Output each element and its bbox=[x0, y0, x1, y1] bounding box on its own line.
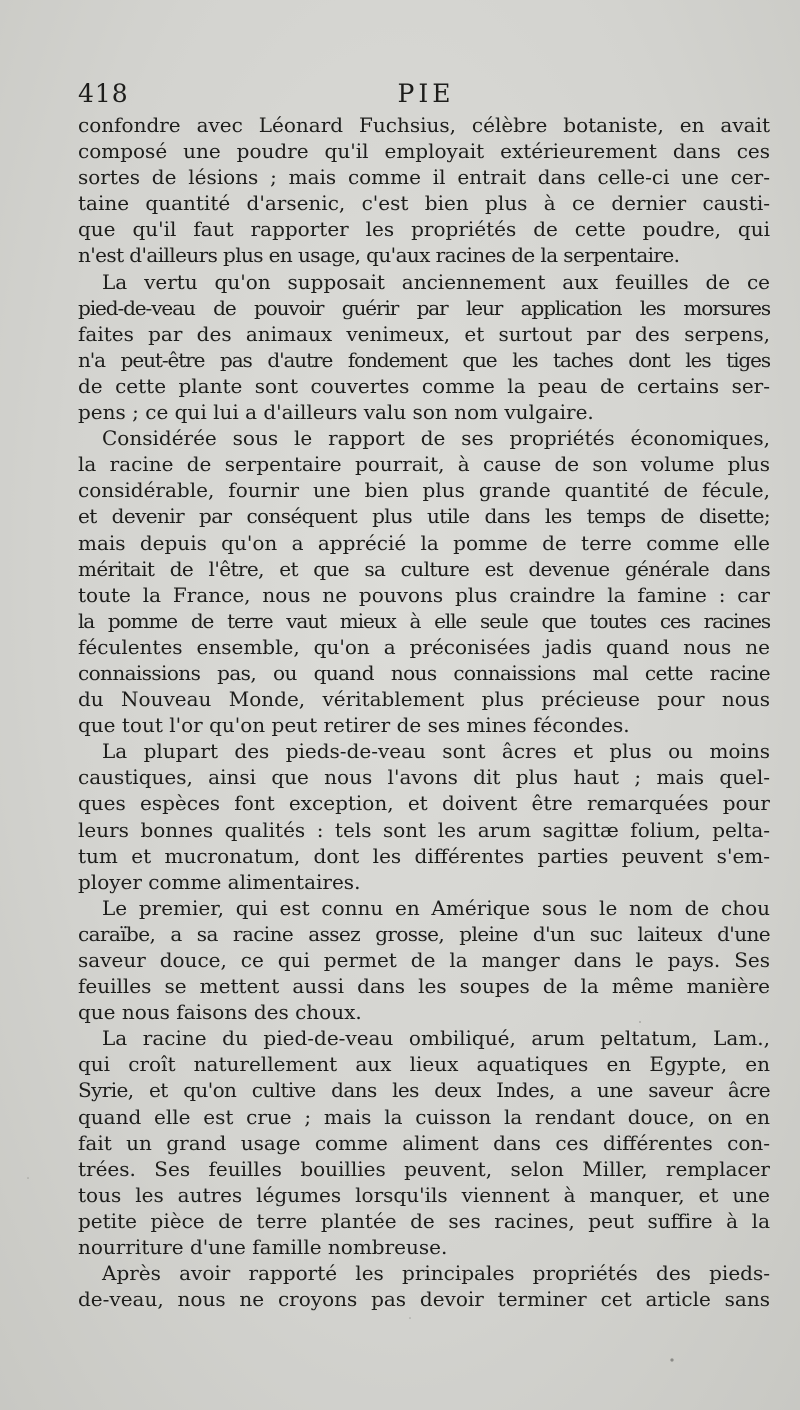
text-line: caraïbe, a sa racine assez grosse, pleine d'un suc laiteux d'une bbox=[78, 921, 770, 946]
running-head: PIE bbox=[397, 79, 455, 108]
paper-speck bbox=[409, 1317, 411, 1319]
paragraph-first-line: La racine du pied-de-veau ombiliqué, arum peltatum, Lam., bbox=[102, 1026, 770, 1051]
text-line: pens ; ce qui lui a d'ailleurs valu son nom vulgaire. bbox=[78, 400, 594, 425]
text-line: toute la France, nous ne pouvons plus craindre la famine : car bbox=[78, 582, 770, 607]
text-line: quand elle est crue ; mais la cuisson la rendant douce, on en bbox=[78, 1104, 770, 1129]
paragraph-first-line: La vertu qu'on supposait anciennement aux feuilles de ce bbox=[102, 269, 770, 294]
text-line: faites par des animaux venimeux, et surtout par des serpens, bbox=[78, 321, 770, 346]
text-line: feuilles se mettent aussi dans les soupes de la même manière bbox=[78, 974, 770, 999]
page-header bbox=[78, 79, 768, 111]
text-line: composé une poudre qu'il employait extérieurement dans ces bbox=[78, 139, 770, 164]
text-line: de-veau, nous ne croyons pas devoir terminer cet article sans bbox=[78, 1287, 770, 1312]
text-line: tous les autres légumes lorsqu'ils viennent à manquer, et une bbox=[78, 1182, 770, 1207]
body-text bbox=[78, 112, 770, 1312]
text-line: trées. Ses feuilles bouillies peuvent, selon Miller, remplacer bbox=[78, 1156, 770, 1181]
text-line: petite pièce de terre plantée de ses racines, peut suffire à la bbox=[78, 1208, 770, 1233]
text-line: connaissions pas, ou quand nous connaissions mal cette racine bbox=[78, 660, 770, 685]
text-line: méritait de l'être, et que sa culture est devenue générale dans bbox=[78, 556, 770, 581]
text-line: la racine de serpentaire pourrait, à cause de son volume plus bbox=[78, 452, 770, 477]
page-number: 418 bbox=[78, 79, 129, 108]
text-line: saveur douce, ce qui permet de la manger dans le pays. Ses bbox=[78, 948, 770, 972]
text-line: féculentes ensemble, qu'on a préconisées jadis quand nous ne bbox=[78, 634, 770, 659]
text-line: que qu'il faut rapporter les propriétés de cette poudre, qui bbox=[78, 217, 770, 242]
text-line: que tout l'or qu'on peut retirer de ses mines fécondes. bbox=[78, 713, 630, 738]
text-line: nourriture d'une famille nombreuse. bbox=[78, 1235, 448, 1260]
text-line: n'est d'ailleurs plus en usage, qu'aux racines de la serpentaire. bbox=[78, 243, 680, 268]
text-line: qui croît naturellement aux lieux aquatiques en Egypte, en bbox=[78, 1052, 770, 1077]
text-line: fait un grand usage comme aliment dans ces différentes con- bbox=[78, 1130, 770, 1155]
text-line: leurs bonnes qualités : tels sont les arum sagittæ folium, pelta- bbox=[78, 817, 770, 842]
text-line: de cette plante sont couvertes comme la peau de certains ser- bbox=[78, 373, 770, 398]
text-line: taine quantité d'arsenic, c'est bien plus à ce dernier causti- bbox=[78, 191, 770, 216]
text-line: tum et mucronatum, dont les différentes parties peuvent s'em- bbox=[78, 843, 770, 868]
text-line: caustiques, ainsi que nous l'avons dit plus haut ; mais quel- bbox=[78, 765, 770, 790]
text-line: n'a peut-être pas d'autre fondement que les taches dont les tiges bbox=[78, 347, 770, 372]
text-line: pied-de-veau de pouvoir guérir par leur application les morsures bbox=[78, 295, 770, 320]
paragraph-first-line: Après avoir rapporté les principales propriétés des pieds- bbox=[102, 1261, 770, 1286]
text-line: que nous faisons des choux. bbox=[78, 1000, 362, 1025]
text-line: Syrie, et qu'on cultive dans les deux Indes, a une saveur âcre bbox=[78, 1078, 770, 1103]
text-line: ques espèces font exception, et doivent être remarquées pour bbox=[78, 791, 770, 816]
text-line: mais depuis qu'on a apprécié la pomme de terre comme elle bbox=[78, 530, 770, 555]
text-line: sortes de lésions ; mais comme il entrait dans celle-ci une cer- bbox=[78, 165, 770, 190]
text-line: la pomme de terre vaut mieux à elle seule que toutes ces racines bbox=[78, 608, 770, 633]
text-line: du Nouveau Monde, véritablement plus précieuse pour nous bbox=[78, 687, 770, 712]
text-line: ployer comme alimentaires. bbox=[78, 869, 361, 894]
paragraph-first-line: Le premier, qui est connu en Amérique sous le nom de chou bbox=[102, 895, 770, 920]
text-line: et devenir par conséquent plus utile dans les temps de disette; bbox=[78, 504, 770, 529]
paper-speck bbox=[670, 1358, 673, 1361]
paragraph-first-line: La plupart des pieds-de-veau sont âcres et plus ou moins bbox=[102, 739, 770, 764]
text-line: considérable, fournir une bien plus grande quantité de fécule, bbox=[78, 478, 770, 503]
paper-speck bbox=[27, 1177, 29, 1179]
text-line: confondre avec Léonard Fuchsius, célèbre botaniste, en avait bbox=[78, 113, 770, 137]
paragraph-first-line: Considérée sous le rapport de ses propriétés économiques, bbox=[102, 426, 770, 451]
